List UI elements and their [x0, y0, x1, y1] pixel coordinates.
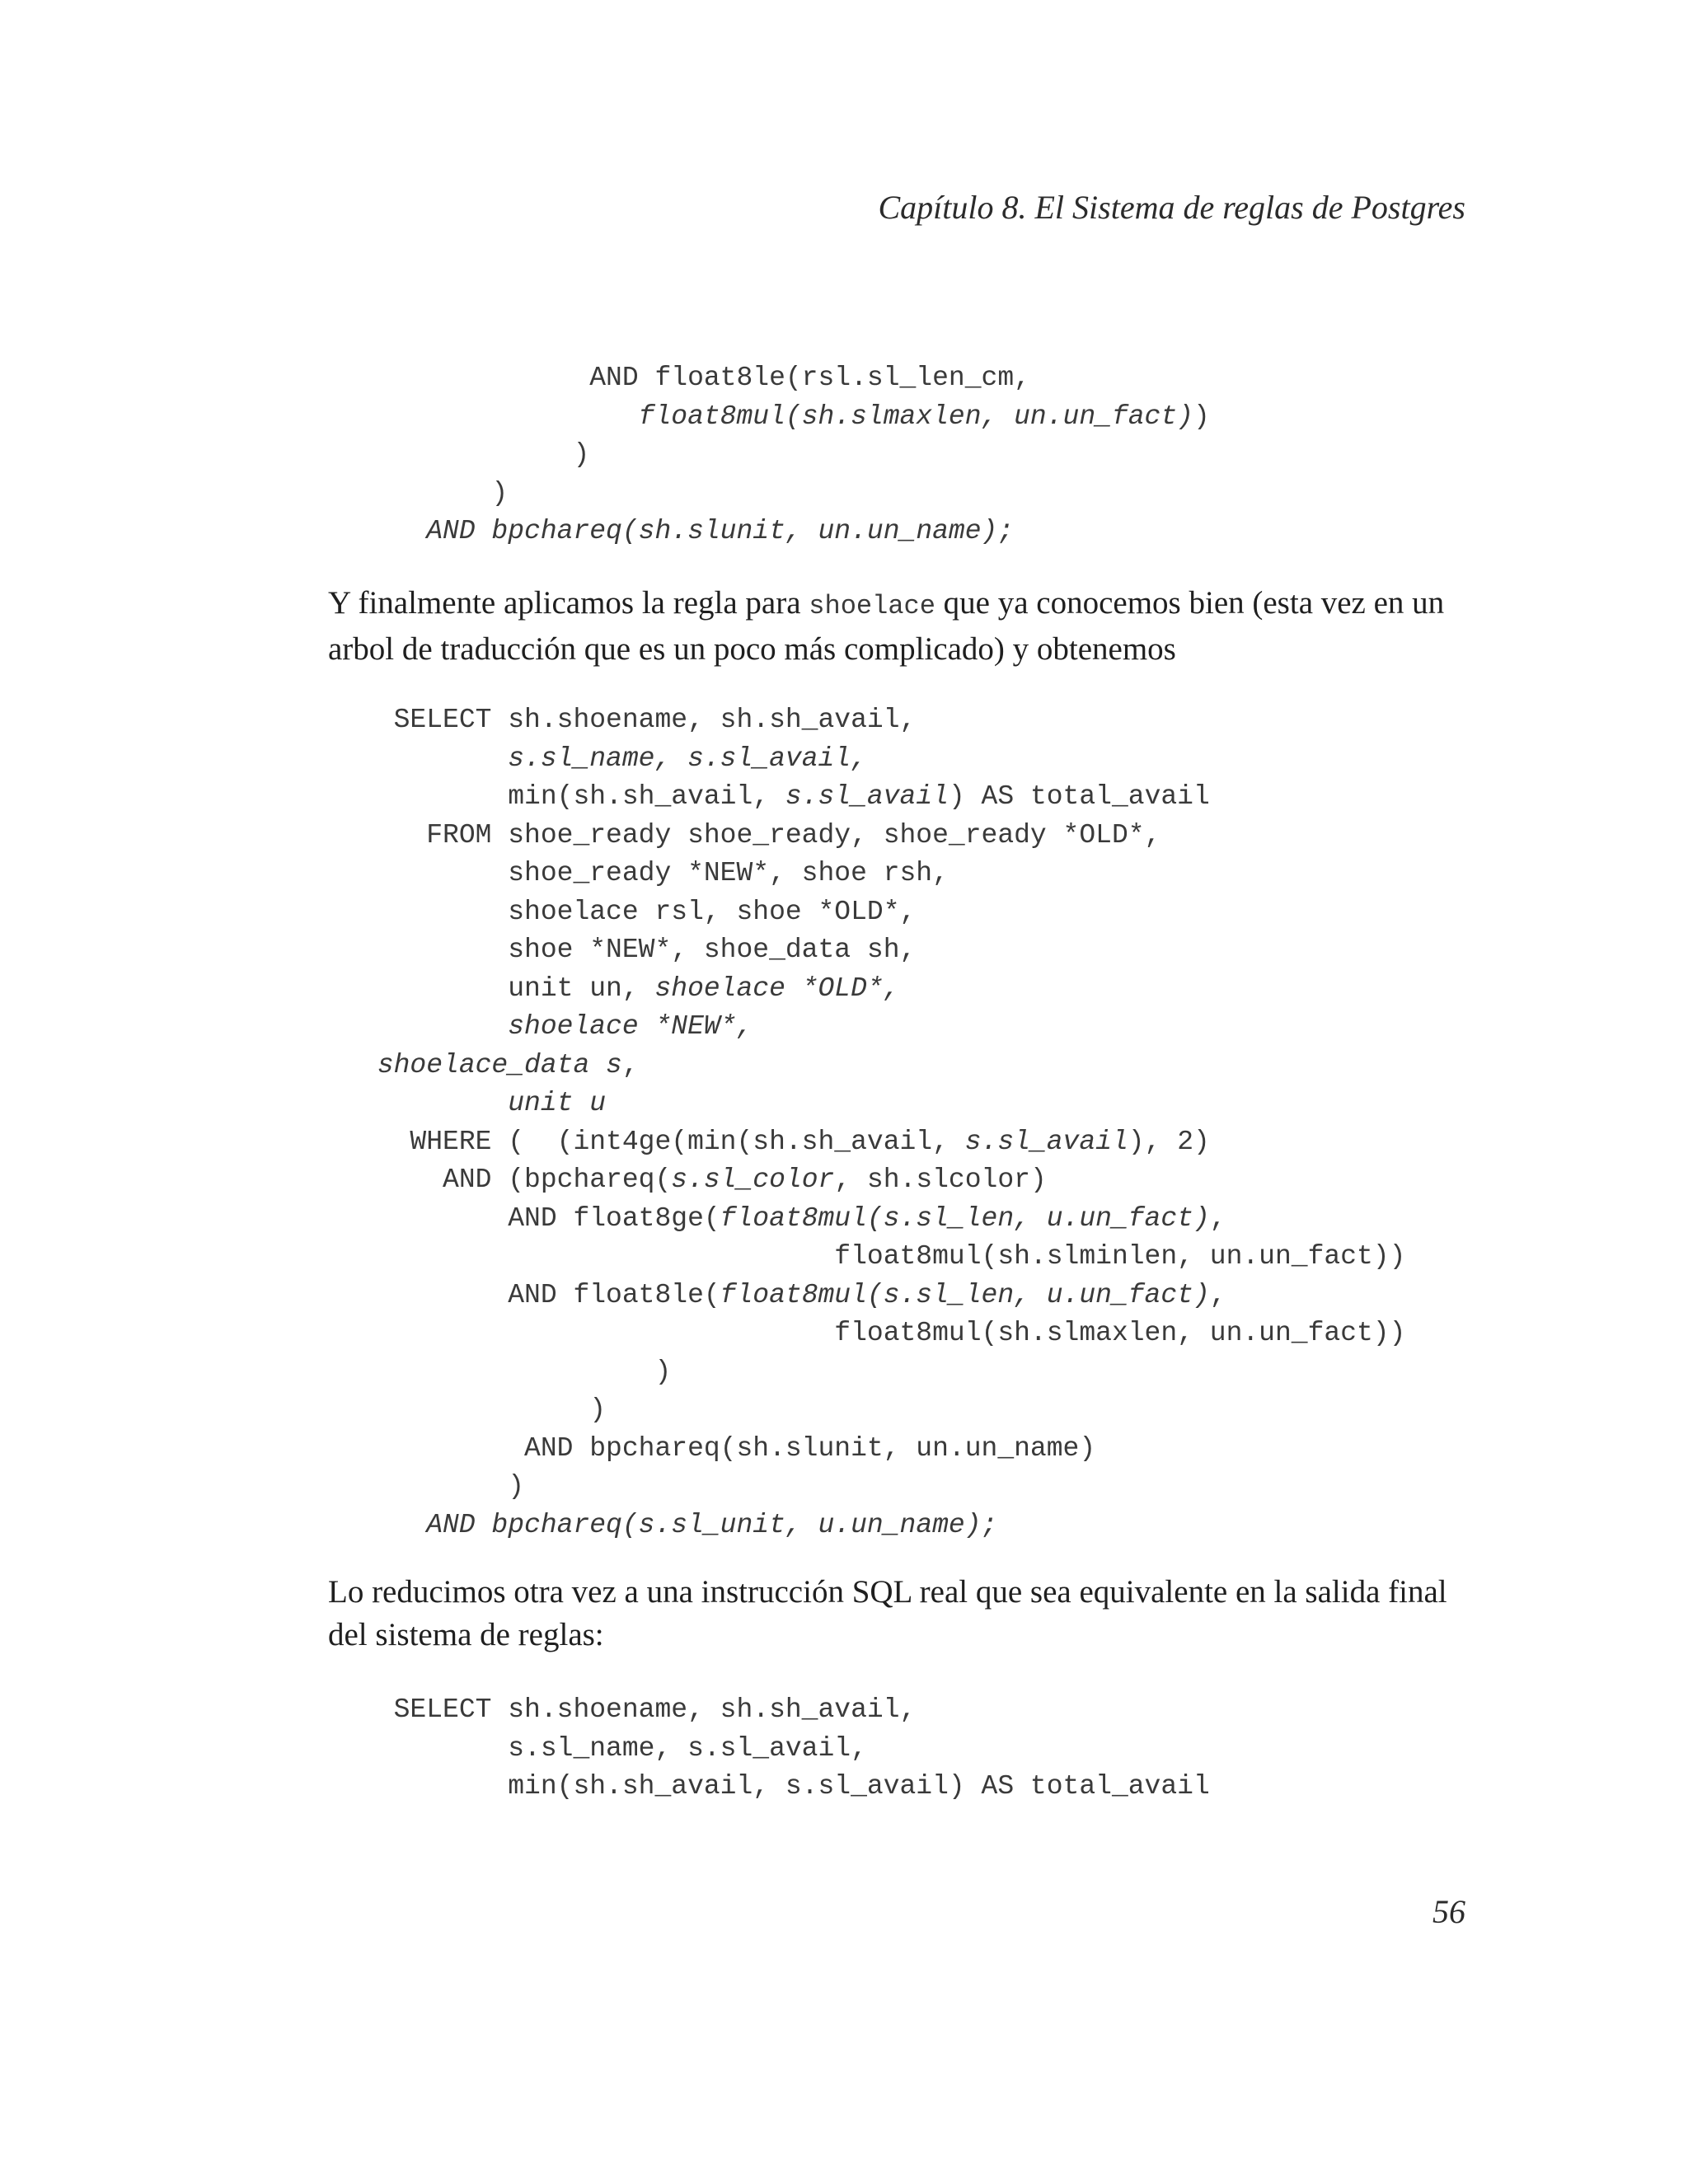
code-segment — [361, 1088, 508, 1118]
code-line — [361, 855, 1405, 893]
code-line — [361, 1507, 1405, 1545]
paragraph-text: Y finalmente aplicamos la regla para — [328, 585, 809, 621]
code-line — [361, 398, 1210, 437]
code-segment: shoe *NEW*, shoe_data sh, — [361, 935, 917, 965]
code-italic-segment: s.sl_color — [671, 1165, 835, 1195]
code-italic-segment: float8mul(sh.slmaxlen, un.un_fact) — [638, 401, 1193, 432]
code-segment: , sh.slcolor) — [834, 1165, 1047, 1195]
code-segment: ), 2) — [1128, 1126, 1210, 1157]
code-segment — [361, 1050, 377, 1080]
code-segment: AND float8le(rsl.sl_len_cm, — [361, 363, 1030, 393]
code-italic-segment: float8mul(s.sl_len, u.un_fact) — [720, 1279, 1210, 1310]
code-segment: , — [621, 1049, 639, 1080]
code-segment: AND (bpchareq( — [361, 1165, 672, 1195]
code-line — [361, 359, 1210, 398]
code-line — [361, 1315, 1405, 1353]
code-segment: float8mul(sh.slminlen, un.un_fact)) — [361, 1241, 1406, 1272]
code-line — [361, 740, 1405, 779]
code-segment: ) — [361, 1394, 607, 1425]
code-italic-segment: float8mul(s.sl_len, u.un_fact) — [720, 1202, 1210, 1234]
page-number: 56 — [1432, 1893, 1465, 1930]
code-line — [361, 931, 1405, 970]
code-line — [361, 1430, 1405, 1469]
code-italic-segment: s.sl_name, s.sl_avail, — [508, 743, 867, 774]
code-italic-segment: shoelace *NEW*, — [508, 1011, 753, 1042]
code-italic-segment: AND bpchareq(s.sl_unit, u.un_name); — [426, 1509, 998, 1540]
code-line — [361, 701, 1405, 740]
code-line — [361, 1768, 1210, 1807]
code-segment: unit un, — [361, 972, 655, 1004]
code-italic-segment: shoelace *OLD*, — [654, 972, 900, 1004]
code-segment: shoelace rsl, shoe *OLD*, — [361, 896, 917, 927]
code-line — [361, 1085, 1405, 1123]
code-line — [361, 970, 1405, 1009]
code-line — [361, 436, 1210, 475]
code-block — [361, 359, 1210, 551]
code-segment: min(sh.sh_avail, s.sl_avail) AS total_avail — [361, 1771, 1210, 1802]
code-segment: ) — [361, 439, 590, 470]
paragraph — [328, 582, 1482, 671]
code-segment: ) — [361, 1471, 525, 1502]
code-italic-segment: unit u — [508, 1088, 607, 1118]
code-line — [361, 1161, 1405, 1200]
code-segment: WHERE ( (int4ge(min(sh.sh_avail, — [361, 1126, 965, 1157]
code-line — [361, 1468, 1405, 1507]
inline-code: shoelace — [809, 591, 935, 621]
code-line — [361, 1200, 1405, 1239]
code-segment — [361, 401, 639, 432]
code-segment: ) AS total_avail — [948, 781, 1210, 812]
code-line — [361, 1730, 1210, 1769]
code-block — [361, 1691, 1210, 1807]
code-line — [361, 817, 1405, 855]
code-segment: shoe_ready *NEW*, shoe rsh, — [361, 858, 949, 888]
code-line — [361, 778, 1405, 817]
code-segment: min(sh.sh_avail, — [361, 781, 785, 812]
code-block — [361, 701, 1405, 1544]
running-header: Capítulo 8. El Sistema de reglas de Postgres — [878, 189, 1465, 226]
paragraph-text: que ya conocemos bien (esta vez en un arbol de traducción que es un poco más complicado) y obtenemos — [328, 585, 1445, 667]
code-line — [361, 475, 1210, 513]
code-segment: AND float8ge( — [361, 1202, 720, 1234]
code-line — [361, 1123, 1405, 1162]
code-italic-segment: shoelace_data s — [377, 1049, 622, 1080]
code-segment: ) — [361, 1356, 672, 1387]
code-italic-segment: AND bpchareq(sh.slunit, un.un_name); — [426, 516, 1015, 546]
code-segment: , — [1209, 1279, 1226, 1310]
code-segment — [361, 1510, 426, 1540]
code-segment: s.sl_name, s.sl_avail, — [361, 1732, 867, 1764]
code-segment: FROM shoe_ready shoe_ready, shoe_ready *OLD*, — [361, 819, 1161, 851]
code-line — [361, 1353, 1405, 1392]
code-segment: , — [1209, 1202, 1226, 1234]
code-italic-segment: s.sl_avail — [964, 1126, 1128, 1157]
code-line — [361, 1008, 1405, 1047]
code-segment: SELECT sh.shoename, sh.sh_avail, — [361, 1694, 917, 1725]
code-italic-segment: s.sl_avail — [785, 781, 949, 812]
code-segment — [361, 743, 508, 774]
code-segment: SELECT sh.shoename, sh.sh_avail, — [361, 705, 917, 735]
code-line — [361, 893, 1405, 932]
code-line — [361, 1691, 1210, 1730]
code-segment — [361, 1011, 508, 1042]
code-line — [361, 1047, 1405, 1085]
code-line — [361, 1277, 1405, 1315]
code-segment: ) — [1193, 401, 1210, 432]
code-segment: AND bpchareq(sh.slunit, un.un_name) — [361, 1432, 1096, 1464]
code-segment: ) — [361, 477, 509, 509]
code-segment — [361, 516, 426, 546]
code-line — [361, 1238, 1405, 1277]
paragraph: Lo reducimos otra vez a una instrucción SQL real que sea equivalente en la salida final del sistema de reglas: — [328, 1574, 1447, 1652]
code-line — [361, 1391, 1405, 1430]
code-segment: float8mul(sh.slmaxlen, un.un_fact)) — [361, 1318, 1406, 1348]
code-line — [361, 513, 1210, 551]
code-segment: AND float8le( — [361, 1279, 720, 1310]
